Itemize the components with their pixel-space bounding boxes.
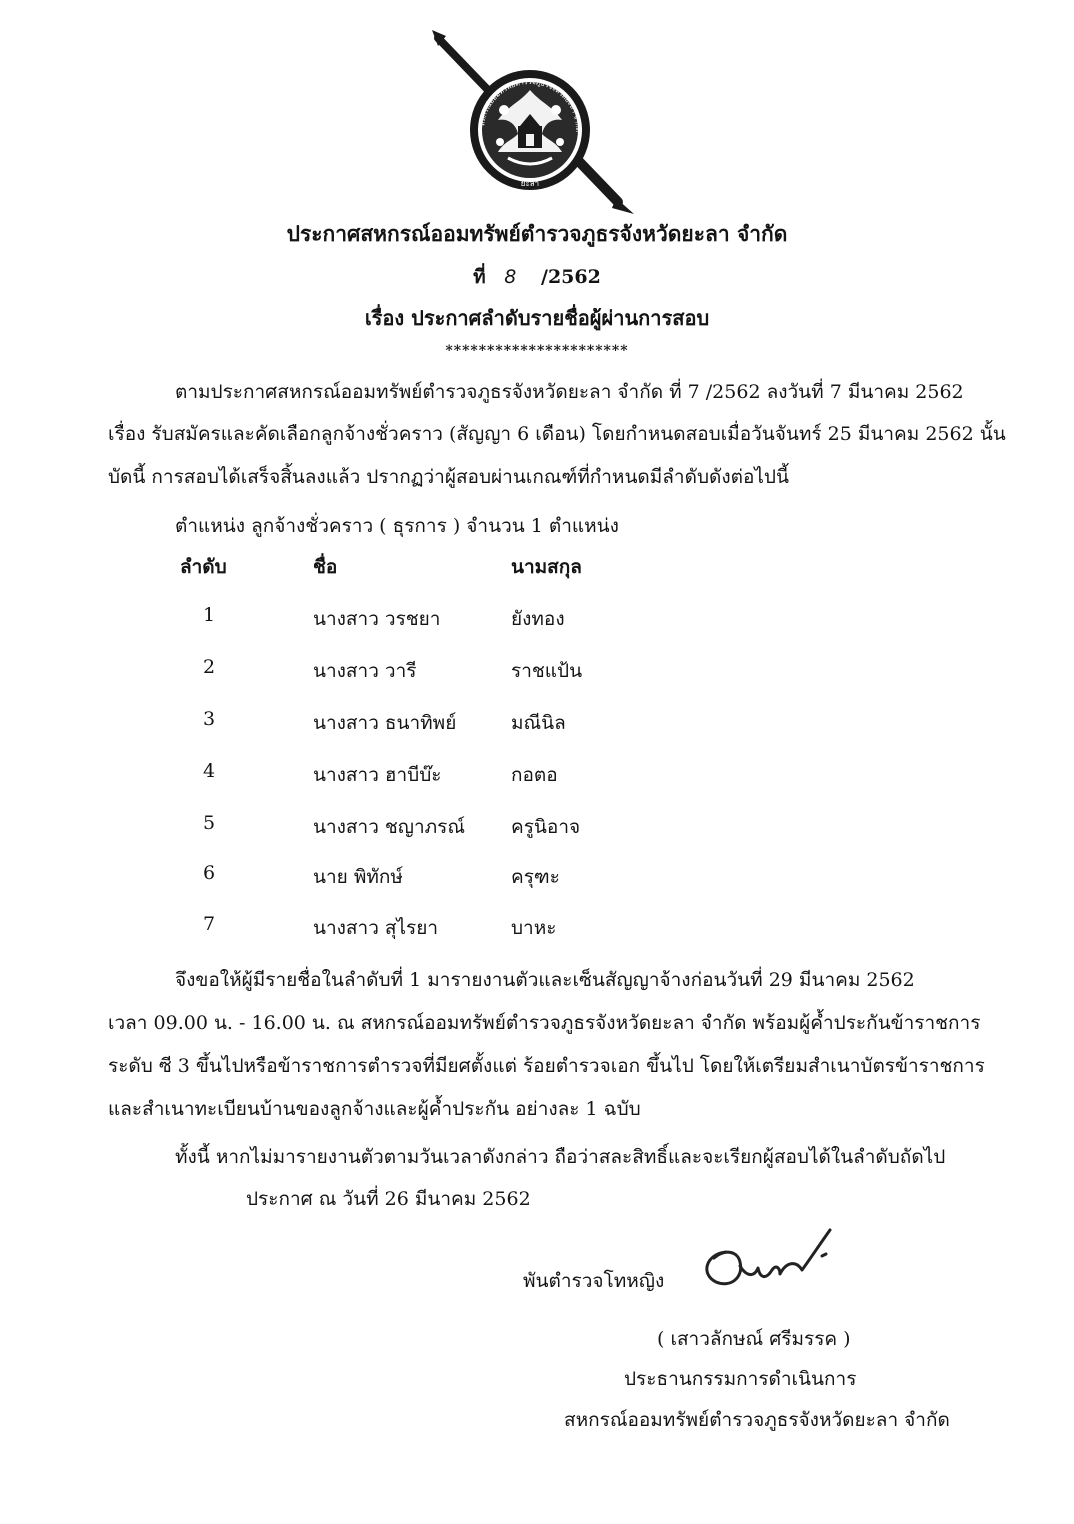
para3: ทั้งนี้ หากไม่มารายงานตัวตามวันเวลาดังกล่าว ถือว่าสละสิทธิ์และจะเรียกผู้สอบได้ในลำดับถัดไป xyxy=(175,1146,946,1168)
para1-line2: เรื่อง รับสมัครและคัดเลือกลูกจ้างชั่วคราว (สัญญา 6 เดือน) โดยกำหนดสอบเมื่อวันจันทร์ 25 มีนาคม 2562 นั้น xyxy=(108,423,1006,445)
announce-date: ประกาศ ณ วันที่ 26 มีนาคม 2562 xyxy=(246,1188,531,1210)
table-row xyxy=(0,812,1074,842)
para2-line3: ระดับ ซี 3 ขึ้นไปหรือข้าราชการตำรวจที่มียศตั้งแต่ ร้อยตำรวจเอก ขึ้นไป โดยให้เตรียมสำเนาบัตรข้าราชการ xyxy=(108,1055,985,1077)
separator: ********************** xyxy=(445,343,629,359)
row-name: นางสาว ฮาบีบ๊ะ xyxy=(313,764,442,786)
signer-org: สหกรณ์ออมทรัพย์ตำรวจภูธรจังหวัดยะลา จำกัด xyxy=(564,1409,950,1431)
row-surname: มณีนิล xyxy=(511,712,566,734)
row-no: 1 xyxy=(203,604,216,626)
para2-line4: และสำเนาทะเบียนบ้านของลูกจ้างและผู้ค้ำประกัน อย่างละ 1 ฉบับ xyxy=(108,1098,641,1120)
para2-line1: จึงขอให้ผู้มีรายชื่อในลำดับที่ 1 มารายงานตัวและเซ็นสัญญาจ้างก่อนวันที่ 29 มีนาคม 2562 xyxy=(175,969,915,991)
col-header-name: ชื่อ xyxy=(313,556,338,578)
document-number xyxy=(0,262,1074,292)
number-prefix: ที่ xyxy=(473,266,486,288)
row-name: นาย พิทักษ์ xyxy=(313,866,403,888)
row-name: นางสาว ธนาทิพย์ xyxy=(313,712,457,734)
row-name: นางสาว ชญาภรณ์ xyxy=(313,816,466,838)
row-name: นางสาว วรชยา xyxy=(313,608,441,630)
para1-line3: บัดนี้ การสอบได้เสร็จสิ้นลงแล้ว ปรากฏว่าผู้สอบผ่านเกณฑ์ที่กำหนดมีลำดับดังต่อไปนี้ xyxy=(108,466,789,488)
row-surname: ยังทอง xyxy=(511,608,565,630)
number-handwritten: 8 xyxy=(504,266,517,288)
table-row xyxy=(0,708,1074,738)
handwritten-signature xyxy=(696,1222,846,1302)
col-header-surname: นามสกุล xyxy=(511,556,582,578)
number-suffix: /2562 xyxy=(541,266,601,288)
row-no: 3 xyxy=(203,708,216,730)
subject-line: เรื่อง ประกาศลำดับรายชื่อผู้ผ่านการสอบ xyxy=(364,306,710,330)
row-surname: บาหะ xyxy=(511,917,557,939)
table-row xyxy=(0,913,1074,943)
signer-rank: พันตำรวจโทหญิง xyxy=(523,1270,665,1292)
emblem-base-text: ยะลา xyxy=(520,179,540,188)
row-name: นางสาว สุไรยา xyxy=(313,917,439,939)
emblem-ring-text: สหกรณ์ออมทรัพย์ตำรวจภูธรจังหวัดยะลา จำกัด xyxy=(478,78,583,133)
table-row xyxy=(0,862,1074,892)
table-row xyxy=(0,760,1074,790)
para1-line1: ตามประกาศสหกรณ์ออมทรัพย์ตำรวจภูธรจังหวัดยะลา จำกัด ที่ 7 /2562 ลงวันที่ 7 มีนาคม 2562 xyxy=(175,381,964,403)
row-no: 5 xyxy=(203,812,216,834)
cooperative-emblem xyxy=(428,30,636,215)
document-title: ประกาศสหกรณ์ออมทรัพย์ตำรวจภูธรจังหวัดยะลา จำกัด xyxy=(286,221,788,246)
col-header-no: ลำดับ xyxy=(180,556,227,578)
table-row xyxy=(0,656,1074,686)
row-no: 6 xyxy=(203,862,216,884)
signer-title: ประธานกรรมการดำเนินการ xyxy=(624,1368,857,1390)
table-row xyxy=(0,604,1074,634)
row-no: 7 xyxy=(203,913,216,935)
row-no: 2 xyxy=(203,656,216,678)
row-surname: ราชแป้น xyxy=(511,660,583,682)
signer-name: ( เสาวลักษณ์ ศรีมรรค ) xyxy=(657,1328,851,1350)
para2-line2: เวลา 09.00 น. - 16.00 น. ณ สหกรณ์ออมทรัพย์ตำรวจภูธรจังหวัดยะลา จำกัด พร้อมผู้ค้ำประกันข้าราชการ xyxy=(108,1012,981,1034)
row-name: นางสาว วารี xyxy=(313,660,417,682)
position-line: ตำแหน่ง ลูกจ้างชั่วคราว ( ธุรการ ) จำนวน 1 ตำแหน่ง xyxy=(175,515,619,537)
row-surname: กอตอ xyxy=(511,764,558,786)
row-surname: ครุฑะ xyxy=(511,866,560,888)
row-no: 4 xyxy=(203,760,216,782)
row-surname: ครูนิอาจ xyxy=(511,816,581,838)
